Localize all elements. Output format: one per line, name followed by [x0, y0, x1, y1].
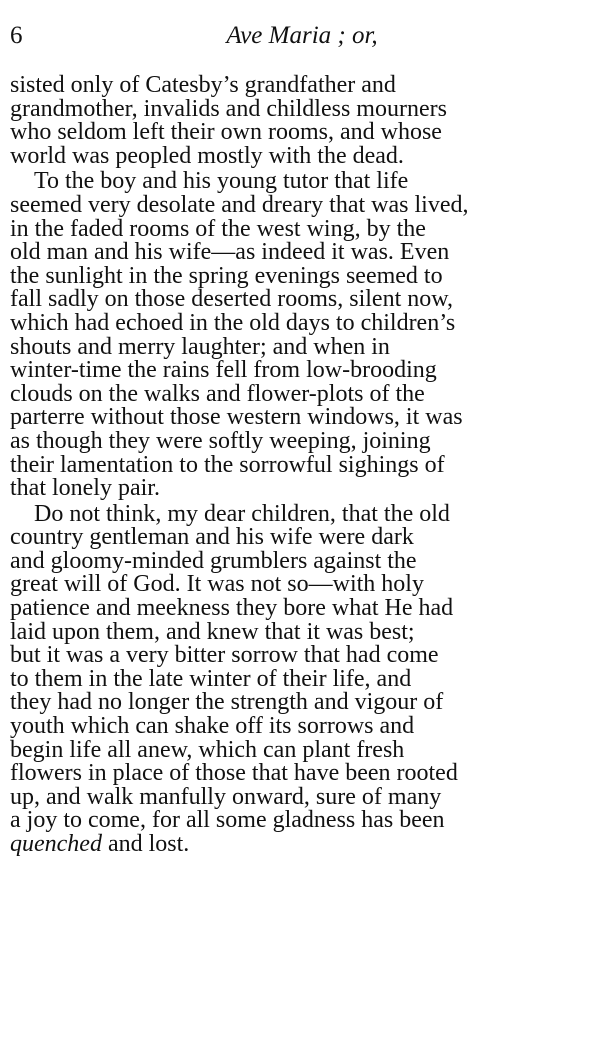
- text-line-indented: Do not think, my dear children, that the old: [34, 500, 450, 527]
- text-line: fall sadly on those deserted rooms, silent now,: [10, 286, 454, 313]
- text-line: winter-time the rains fell from low-brooding: [10, 357, 437, 384]
- text-line: laid upon them, and knew that it was best;: [10, 618, 415, 645]
- text-line: as though they were softly weeping, joining: [10, 427, 431, 454]
- text-line: their lamentation to the sorrowful sighings of: [10, 451, 445, 478]
- text-line: youth which can shake off its sorrows and: [10, 713, 415, 740]
- running-title: Ave Maria ; or,: [226, 22, 378, 49]
- text-line: seemed very desolate and dreary that was lived,: [10, 191, 469, 218]
- text-line: which had echoed in the old days to children’s: [10, 309, 456, 336]
- text-line: flowers in place of those that have been rooted: [10, 760, 458, 787]
- text-line: but it was a very bitter sorrow that had come: [10, 642, 439, 669]
- text-line: up, and walk manfully onward, sure of many: [10, 783, 442, 810]
- text-line-indented: To the boy and his young tutor that life: [34, 168, 409, 195]
- text-line: old man and his wife—as indeed it was. Even: [10, 239, 450, 266]
- text-line: shouts and merry laughter; and when in: [10, 333, 390, 360]
- paragraph-1: [10, 74, 586, 168]
- text-line: the sunlight in the spring evenings seemed to: [10, 262, 443, 289]
- text-line: in the faded rooms of the west wing, by the: [10, 215, 426, 242]
- text-line: that lonely pair.: [10, 475, 160, 502]
- italic-word: quenched: [10, 831, 102, 857]
- text-line: who seldom left their own rooms, and whose: [10, 119, 442, 146]
- text-line-last: [10, 833, 586, 857]
- text-line: a joy to come, for all some gladness has been: [10, 807, 445, 834]
- text-line: world was peopled mostly with the dead.: [10, 142, 404, 169]
- text-line: country gentleman and his wife were dark: [10, 524, 414, 551]
- text-line: parterre without those western windows, it was: [10, 404, 463, 431]
- text-line: and gloomy-minded grumblers against the: [10, 547, 417, 574]
- text-line: grandmother, invalids and childless mourners: [10, 95, 447, 122]
- text-line: sisted only of Catesby’s grandfather and: [10, 72, 396, 98]
- text-line: clouds on the walks and flower-plots of the: [10, 380, 425, 407]
- closing-text: and lost.: [101, 831, 190, 857]
- text-line: to them in the late winter of their life, and: [10, 665, 412, 692]
- text-line: they had no longer the strength and vigour of: [10, 689, 444, 716]
- page-header: [10, 18, 594, 54]
- body-text: [10, 74, 586, 857]
- paragraph-2: [10, 170, 586, 500]
- text-line: great will of God. It was not so—with holy: [10, 571, 424, 598]
- text-line: patience and meekness they bore what He had: [10, 595, 454, 622]
- text-line: begin life all anew, which can plant fresh: [10, 736, 405, 763]
- page-number: 6: [10, 22, 23, 49]
- paragraph-3: [10, 500, 586, 857]
